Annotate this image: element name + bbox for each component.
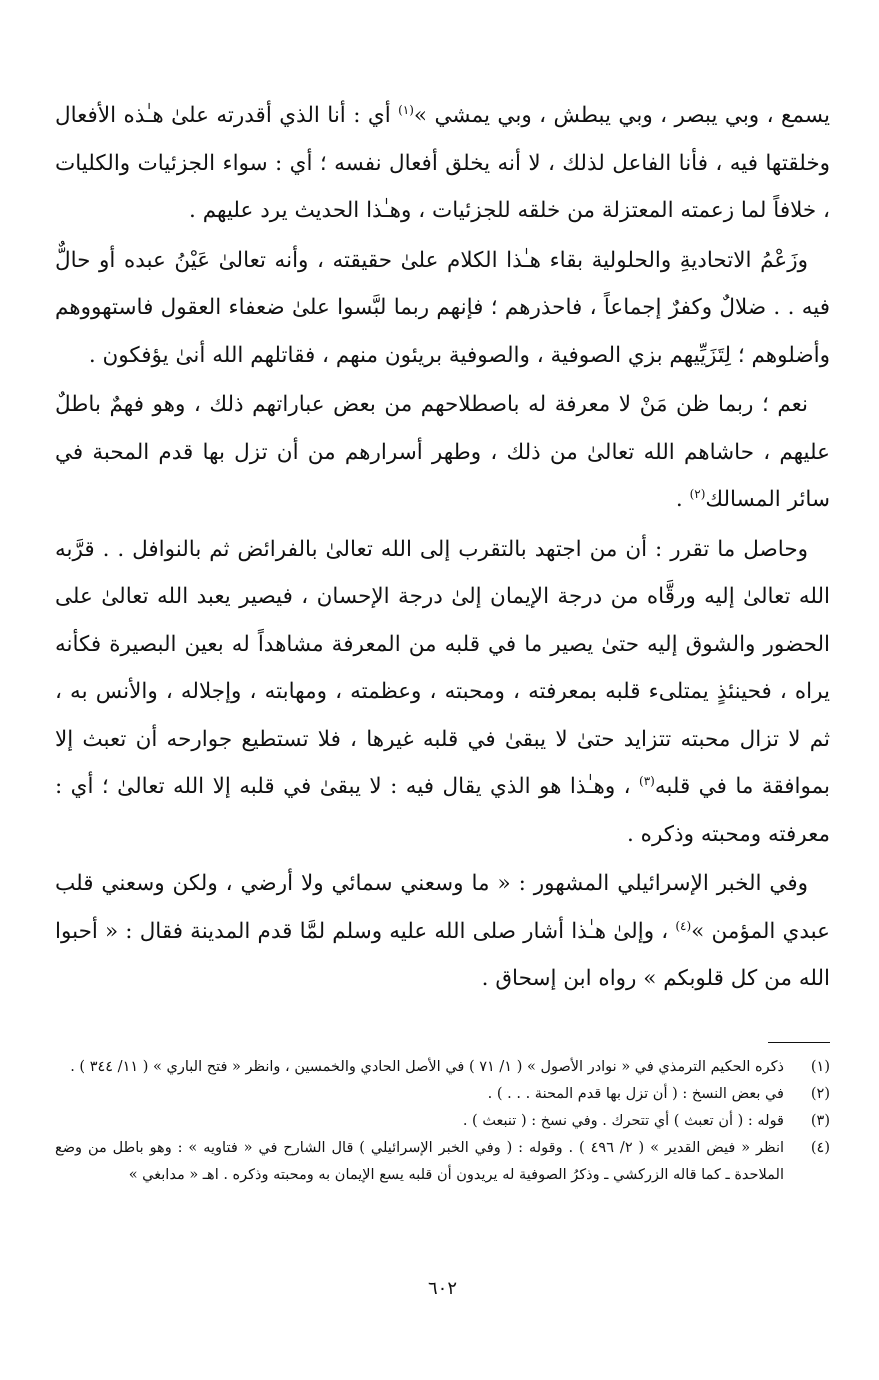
footnote-1	[55, 1054, 830, 1081]
footnote-text: انظر « فيض القدير » ( ٢/ ٤٩٦ ) . وقوله : ( وفي الخبر الإسرائيلي ) قال الشارح في « فتاويه » : وهو باطل من وضع الملاحدة ـ كما قاله الزركشي ـ وذكرُ الصوفية له يريدون أن قلبه يسع الإيمان به ومحبته وذكره . اهـ « مدابغي »	[55, 1140, 785, 1183]
footnote-ref-2[interactable]: (٢)	[689, 486, 706, 501]
paragraph-1	[55, 92, 830, 235]
paragraph-text: أي : أنا الذي أقدرته علىٰ هـٰذه الأفعال وخلقتها فيه ، فأنا الفاعل لذلك ، لا أنه يخلق أفعال نفسه ؛ أي : سواء الجزئيات والكليات ، خلافاً لما زعمته المعتزلة من خلقه للجزئيات ، وهـٰذا الحديث يرد عليهم .	[55, 103, 830, 223]
paragraph-text: وزَعْمُ الاتحاديةِ والحلولية بقاء هـٰذا الكلام علىٰ حقيقته ، وأنه تعالىٰ عَيْنُ عبده أو حالٌّ فيه . . ضلالٌ وكفرٌ إجماعاً ، فاحذرهم ؛ فإنهم ربما لبَّسوا علىٰ ضعفاء العقول فاستهووهم وأضلوهم ؛ لِتَزَيِّيهم بزي الصوفية ، والصوفية بريئون منهم ، فقاتلهم الله أنىٰ يؤفكون .	[55, 247, 830, 368]
paragraph-text: وحاصل ما تقرر : أن من اجتهد بالتقرب إلى الله تعالىٰ بالفرائض ثم بالنوافل . . قرَّبه الله تعالىٰ إليه ورقَّاه من درجة الإيمان إلىٰ درجة الإحسان ، فيصير يعبد الله تعالىٰ على الحضور والشوق إليه حتىٰ يصير ما في قلبه من المعرفة مشاهداً له بعين البصيرة فكأنه يراه ، فحينئذٍ يمتلىء قلبه بمعرفته ، ومحبته ، وعظمته ، ومهابته ، وإجلاله ، والأنس به ، ثم لا تزال محبته تتزايد حتىٰ لا يبقىٰ في قلبه غيرها ، فلا تستطيع جوارحه أن تعبث إلا بموافقة ما في قلبه	[55, 536, 830, 799]
paragraph-text: ، وهـٰذا هو الذي يقال فيه : لا يبقىٰ في قلبه إلا الله تعالىٰ ؛ أي : معرفته ومحبته وذكره .	[55, 774, 830, 847]
footnote-ref-4[interactable]: (٤)	[675, 918, 692, 933]
page-number: ٦٠٢	[427, 1278, 457, 1299]
footnote-number: (٢)	[810, 1086, 830, 1102]
paragraph-text: وفي الخبر الإسرائيلي المشهور : « ما وسعني سمائي ولا أرضي ، ولكن وسعني قلب عبدي المؤمن »	[55, 871, 830, 944]
footnote-divider	[768, 1042, 830, 1043]
footnote-number: (٣)	[810, 1113, 830, 1129]
paragraph-3	[55, 381, 830, 524]
paragraph-text: ، وإلىٰ هـٰذا أشار صلى الله عليه وسلم لمَّا قدم المدينة فقال : « أحبوا الله من كل قلوبكم » رواه ابن إسحاق .	[55, 918, 830, 991]
paragraph-text: يسمع ، وبي يبصر ، وبي يبطش ، وبي يمشي »	[413, 103, 830, 128]
paragraph-4	[55, 526, 830, 859]
book-page	[55, 92, 830, 1352]
footnote-number: (٤)	[810, 1140, 830, 1156]
paragraph-2	[55, 237, 830, 380]
paragraph-5	[55, 860, 830, 1003]
footnotes	[55, 1054, 830, 1189]
footnote-ref-3[interactable]: (٣)	[639, 773, 655, 788]
footnote-text: في بعض النسخ : ( أن تزل بها قدم المحنة . . . ) .	[487, 1086, 784, 1102]
footnote-3	[55, 1108, 830, 1135]
footnote-text: ذكره الحكيم الترمذي في « نوادر الأصول » ( ١/ ٧١ ) في الأصل الحادي والخمسين ، وانظر « فتح الباري » ( ١١/ ٣٤٤ ) .	[70, 1059, 784, 1075]
footnote-2	[55, 1081, 830, 1108]
main-text	[55, 92, 830, 1003]
paragraph-text: نعم ؛ ربما ظن مَنْ لا معرفة له باصطلاحهم من بعض عباراتهم ذلك ، وهو فهمٌ باطلٌ عليهم ، حاشاهم الله تعالىٰ من ذلك ، وطهر أسرارهم من أن تزل بها قدم المحبة في سائر المسالك	[55, 392, 830, 512]
footnote-text: قوله : ( أن تعبث ) أي تتحرك . وفي نسخ : ( تنبعث ) .	[462, 1113, 784, 1129]
footnote-ref-1[interactable]: (١)	[398, 102, 414, 117]
paragraph-text: .	[675, 487, 690, 512]
footnote-4	[55, 1135, 830, 1189]
footnote-number: (١)	[810, 1059, 830, 1075]
